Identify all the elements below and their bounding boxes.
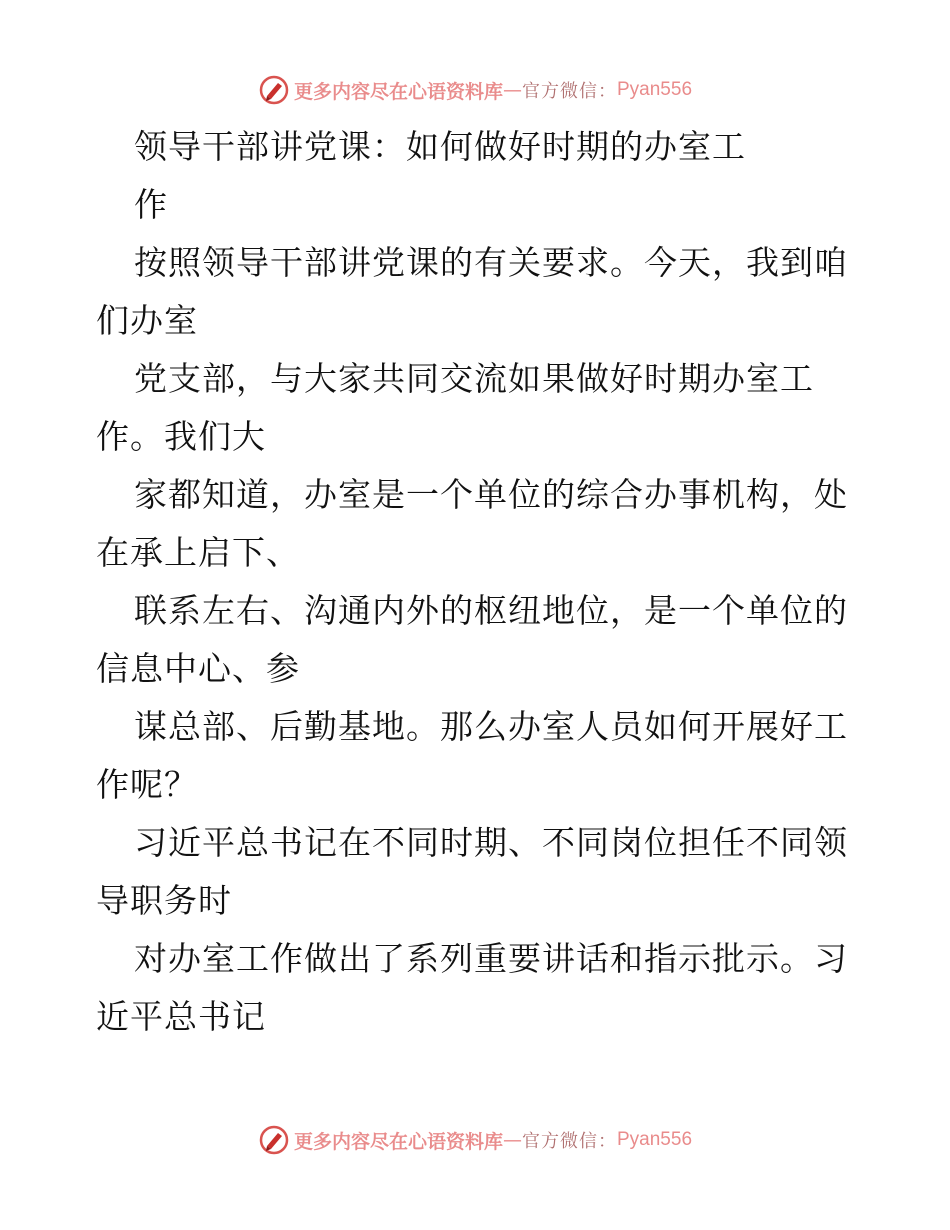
- text-line: 作: [134, 185, 168, 224]
- footer-watermark: [0, 1122, 950, 1158]
- watermark-sub-text: 官方微信：: [522, 81, 617, 102]
- text-line: 作呢？: [96, 765, 198, 804]
- text-line: 近平总书记: [96, 997, 266, 1036]
- text-line: 领导干部讲党课：如何做好时期的办室工: [134, 127, 746, 166]
- watermark-dash: —: [503, 79, 522, 101]
- text-line: 习近平总书记在不同时期、不同岗位担任不同领: [134, 823, 848, 862]
- text-line: 谋总部、后勤基地。那么办室人员如何开展好工: [134, 707, 848, 746]
- text-line: 在承上启下、: [96, 533, 300, 572]
- watermark-dash: —: [503, 1129, 522, 1151]
- header-watermark: [0, 72, 950, 108]
- watermark-main-text: 更多内容尽在心语资料库: [293, 80, 503, 103]
- text-line: 按照领导干部讲党课的有关要求。今天，我到咱: [134, 243, 848, 282]
- watermark-sub-text: 官方微信：: [522, 1131, 617, 1152]
- pen-logo-icon: [258, 74, 290, 106]
- text-line: 作。我们大: [96, 417, 266, 456]
- watermark-id: Pyan556: [617, 1129, 693, 1150]
- document-body: [96, 118, 876, 1046]
- watermark-main-text: 更多内容尽在心语资料库: [293, 1130, 503, 1153]
- pen-logo-icon: [258, 1124, 290, 1156]
- text-line: 联系左右、沟通内外的枢纽地位，是一个单位的: [134, 591, 848, 630]
- text-line: 导职务时: [96, 881, 232, 920]
- watermark-id: Pyan556: [617, 79, 693, 100]
- text-line: 信息中心、参: [96, 649, 300, 688]
- text-line: 党支部，与大家共同交流如果做好时期办室工: [134, 359, 814, 398]
- text-line: 家都知道，办室是一个单位的综合办事机构，处: [134, 475, 848, 514]
- text-line: 对办室工作做出了系列重要讲话和指示批示。习: [134, 939, 848, 978]
- text-line: 们办室: [96, 301, 198, 340]
